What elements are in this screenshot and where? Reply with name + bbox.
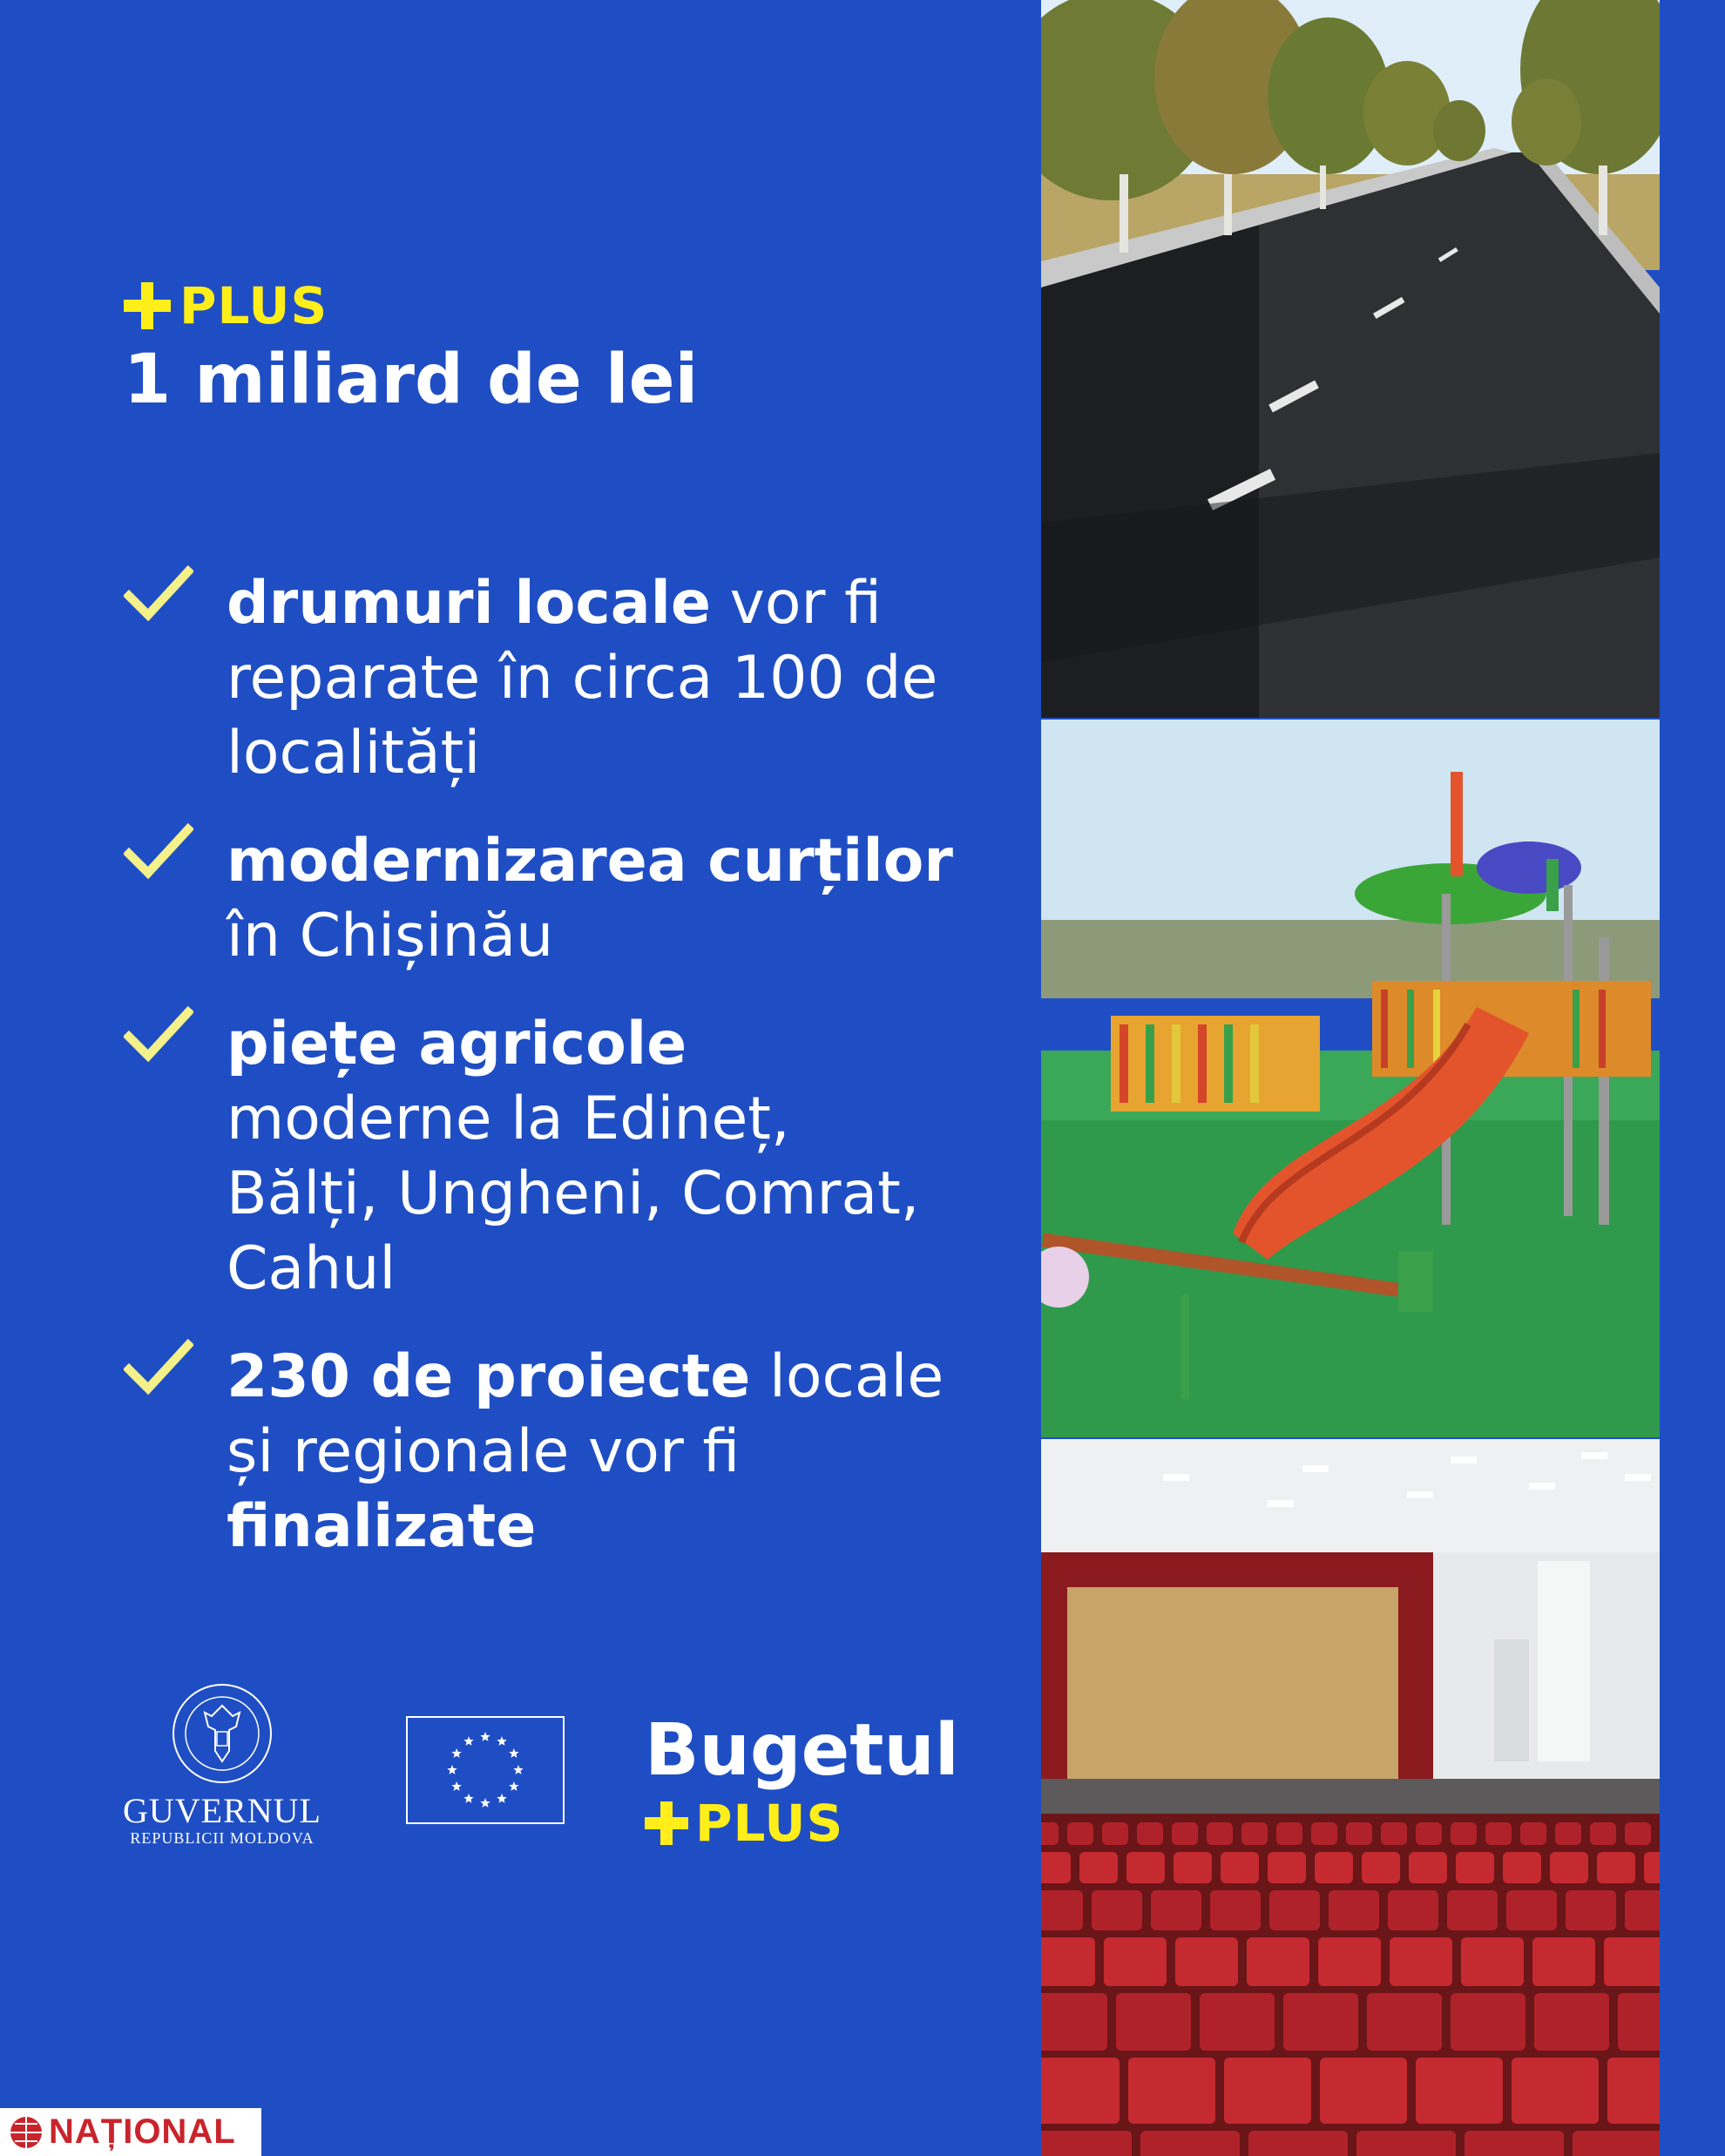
theatre-seat [1041,2058,1120,2124]
theatre-seat [1618,1993,1660,2051]
eu-flag-icon [406,1716,565,1824]
eu-star-icon [497,1794,506,1803]
eu-star-icon [451,1748,461,1758]
hall-image [1041,1439,1660,2156]
road-photo [1041,0,1660,718]
theatre-seat [1388,1890,1438,1930]
checkmark-icon [124,1336,193,1406]
theatre-seat [1128,2058,1215,2124]
theatre-seat [1175,1937,1238,1986]
theatre-seat [1320,2058,1407,2124]
theatre-seat [1137,1822,1163,1845]
theatre-seat [1067,1822,1093,1845]
theatre-seat [1041,2131,1132,2156]
theatre-seat [1597,1852,1635,1883]
theatre-seat [1172,1822,1198,1845]
theatre-seat [1644,1852,1660,1883]
watermark-text: NAȚIONAL [49,2112,236,2151]
theatre-seat [1346,1822,1372,1845]
eu-star-icon [480,1732,490,1741]
theatre-seat [1550,1852,1588,1883]
playground-photo [1041,720,1660,1437]
theatre-seat [1573,2131,1660,2156]
theatre-seat [1207,1822,1233,1845]
theatre-seat [1269,1890,1320,1930]
brand-plus-tag [645,1794,959,1852]
theatre-seat [1590,1822,1616,1845]
theatre-seat [1485,1822,1512,1845]
plus-icon [645,1801,688,1845]
theatre-seat [1555,1822,1581,1845]
eu-star-icon [463,1736,473,1746]
theatre-seat [1503,1852,1541,1883]
bullet-rest: moderne la Edineț, Bălți, Ungheni, Comrat, Cahul [227,1085,920,1303]
ceiling-light [1451,1456,1477,1463]
theatre-seat [1416,1822,1442,1845]
ceiling-light [1625,1474,1651,1481]
theatre-seat [1079,1852,1118,1883]
theatre-seat [1200,1993,1275,2051]
theatre-seat [1566,1890,1616,1930]
photo-column [1041,0,1660,2156]
bullet-bold: piețe agricole [227,1010,687,1078]
theatre-seat [1465,2131,1564,2156]
bullet-bold: drumuri locale [227,569,712,638]
checkmark-icon [124,821,193,890]
theatre-seat [1390,1937,1452,1986]
theatre-seat [1356,2131,1456,2156]
list-item [124,1340,960,1565]
theatre-seat [1315,1852,1353,1883]
theatre-seat [1241,1822,1268,1845]
theatre-seat [1520,1822,1546,1845]
government-name: GUVERNUL [123,1791,321,1830]
theatre-seat [1041,1937,1095,1986]
theatre-seat [1102,1822,1128,1845]
theatre-seat [1104,1937,1167,1986]
eu-star-icon [463,1794,473,1803]
ceiling-light [1407,1491,1433,1498]
checkmark-icon [124,1004,193,1073]
eu-star-icon [509,1781,518,1791]
brand-plus-label: PLUS [695,1794,844,1853]
theatre-seat [1268,1852,1306,1883]
bullet-bold: modernizarea curților [227,827,953,896]
theatre-seat [1041,1852,1071,1883]
theatre-seat [1210,1890,1261,1930]
playground-image [1041,720,1660,1437]
government-seal-icon [170,1681,274,1786]
road-image [1041,0,1660,718]
eu-star-icon [451,1781,461,1791]
theatre-seat [1451,1993,1525,2051]
theatre-seat [1456,1852,1494,1883]
government-logo [122,1681,322,1855]
theatre-seat [1041,1890,1083,1930]
eu-stars-icon [408,1718,563,1822]
theatre-seat [1221,1852,1259,1883]
eu-star-icon [480,1798,490,1808]
ceiling-light [1268,1500,1294,1507]
theatre-seat [1041,1822,1059,1845]
theatre-seat [1416,2058,1503,2124]
theatre-seat [1512,2058,1599,2124]
bullet-text [227,1340,960,1565]
theatre-seat [1447,1890,1498,1930]
ceiling-light [1529,1483,1555,1490]
theatre-seat [1534,1993,1609,2051]
bullet-bold-end: finalizate [227,1492,537,1561]
bullet-text [227,824,960,974]
theatre-seat [1367,1993,1442,2051]
theatre-seat [1318,1937,1381,1986]
theatre-seat [1362,1852,1400,1883]
eu-star-icon [513,1765,523,1774]
bullet-rest: în Chișinău [227,902,554,970]
bullet-rest: vor fi reparate în circa 100 de localități [227,569,938,787]
theatre-seat [1116,1993,1191,2051]
theatre-seat [1247,1937,1309,1986]
plus-tag [124,277,698,335]
theatre-seat [1329,1890,1379,1930]
theatre-seat [1409,1852,1447,1883]
theatre-seat [1607,2058,1660,2124]
theatre-seat [1506,1890,1557,1930]
theatre-seat [1381,1822,1407,1845]
theatre-seat [1140,2131,1240,2156]
globe-icon [7,2113,45,2152]
theatre-seat [1092,1890,1142,1930]
theatre-seat [1151,1890,1201,1930]
theatre-seat [1311,1822,1337,1845]
plus-label: PLUS [179,276,328,335]
eu-star-icon [497,1736,506,1746]
headline: 1 miliard de lei [124,341,699,419]
theatre-seat [1224,2058,1311,2124]
theatre-seat [1625,1890,1660,1930]
brand-title: Bugetul [645,1709,959,1792]
eu-star-icon [447,1765,457,1774]
theatre-seat [1625,1822,1651,1845]
logo-strip [122,1681,958,1873]
theatre-seat [1283,1993,1358,2051]
theatre-seat [1174,1852,1212,1883]
list-item [124,566,960,791]
checkmark-icon [124,563,193,632]
theatre-seat [1461,1937,1524,1986]
theatre-seat [1276,1822,1302,1845]
brand-logo [645,1707,959,1852]
bullet-bold: 230 de proiecte [227,1342,751,1411]
theatre-seat [1126,1852,1165,1883]
plus-icon [124,282,171,329]
bullet-text [227,1007,960,1307]
ceiling-light [1581,1452,1607,1459]
ceiling-light [1163,1474,1189,1481]
list-item [124,824,960,974]
bullet-text [227,566,960,791]
hall-photo [1041,1439,1660,2156]
theatre-seat [1604,1937,1660,1986]
bullet-rest: locale și regionale vor fi [227,1342,944,1486]
eu-star-icon [509,1748,518,1758]
watermark [0,2108,261,2156]
list-item [124,1007,960,1307]
header [124,277,698,422]
theatre-seat [1041,1993,1107,2051]
ceiling-light [1302,1465,1329,1472]
government-subtitle: REPUBLICII MOLDOVA [130,1829,315,1847]
theatre-seat [1451,1822,1477,1845]
theatre-seat [1532,1937,1595,1986]
bullet-list [124,566,960,1598]
theatre-seat [1248,2131,1348,2156]
